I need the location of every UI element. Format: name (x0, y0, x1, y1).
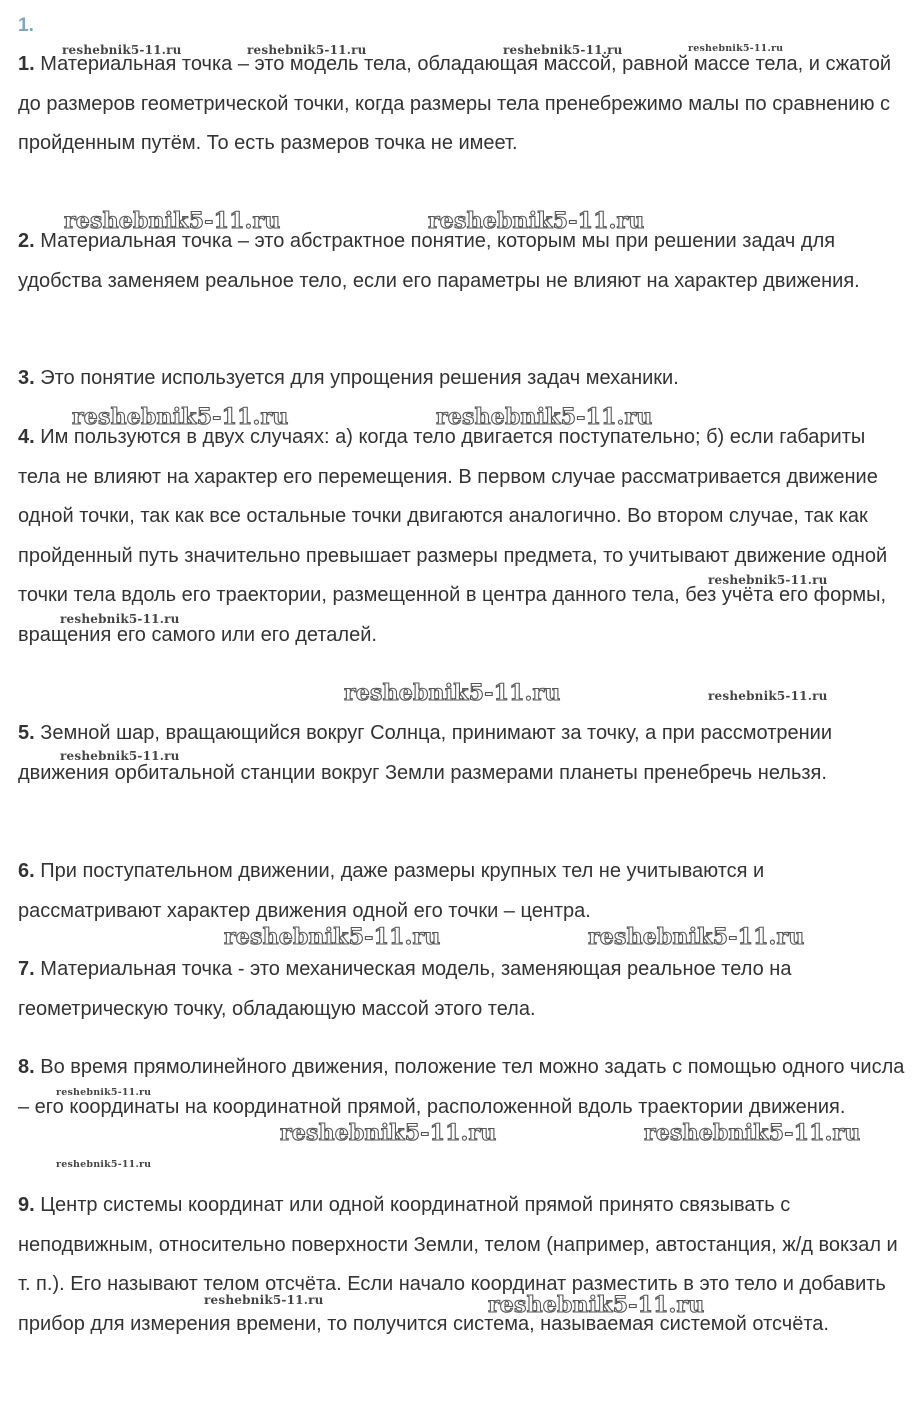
paragraph-9 (18, 1186, 910, 1344)
watermark: reshebnik5-11.ru (72, 404, 289, 430)
paragraph-text: Им пользуются в двух случаях: а) когда тело двигается поступательно; б) если габариты тела не влияют на характер его перемещения. В первом случае рассматривается движение одной точки, так как все остальные точки двигаются аналогично. Во втором случае, так как пройденный путь значительно превышает размеры предмета, то учитывают движение одной точки тела вдоль его траектории, размещенной в центра данного тела, без учёта его формы, вращения его самого или его деталей. (18, 426, 888, 646)
paragraph-text: Материальная точка - это механическая модель, заменяющая реальное тело на геометрическую точку, обладающую массой этого тела. (18, 958, 792, 1020)
watermark: reshebnik5-11.ru (644, 1120, 861, 1146)
watermark: reshebnik5-11.ru (688, 43, 784, 54)
watermark: reshebnik5-11.ru (588, 924, 805, 950)
paragraph-text: Материальная точка – это модель тела, обладающая массой, равной массе тела, и сжатой до размеров геометрической точки, когда размеры тела пренебрежимо малы по сравнению с пройденным путём. То есть размеров точка не имеет. (18, 53, 892, 154)
watermark: reshebnik5-11.ru (224, 924, 441, 950)
paragraph-text: Это понятие используется для упрощения решения задач механики. (34, 367, 679, 389)
paragraph-number: 9. (18, 1194, 35, 1216)
paragraph-text: Земной шар, вращающийся вокруг Солнца, принимают за точку, а при рассмотрении движения орбитальной станции вокруг Земли размерами планеты пренебречь нельзя. (18, 722, 832, 784)
paragraph-number: 5. (18, 722, 35, 744)
watermark: reshebnik5-11.ru (280, 1120, 497, 1146)
watermark: reshebnik5-11.ru (60, 612, 180, 626)
paragraph-number: 2. (18, 230, 35, 252)
paragraph-text: Во время прямолинейного движения, положение тел можно задать с помощью одного числа – его координаты на координатной прямой, расположенной вдоль траектории движения. (18, 1056, 905, 1118)
watermark: reshebnik5-11.ru (488, 1292, 705, 1318)
watermark: reshebnik5-11.ru (247, 43, 367, 57)
paragraph-number: 3. (18, 367, 35, 389)
paragraph-3 (18, 359, 910, 399)
paragraph-6 (18, 852, 910, 931)
watermark: reshebnik5-11.ru (344, 680, 561, 706)
watermark: reshebnik5-11.ru (428, 208, 645, 234)
paragraph-1 (18, 45, 910, 164)
watermark: reshebnik5-11.ru (436, 404, 653, 430)
paragraph-text: Материальная точка – это абстрактное понятие, которым мы при решении задач для удобства заменяем реальное тело, если его параметры не влияют на характер движения. (18, 230, 860, 292)
paragraph-text: Центр системы координат или одной координатной прямой принято связывать с неподвижным, относительно поверхности Земли, телом (например, автостанция, ж/д вокзал и т. п.). Его называют телом отсчёта. Если начало координат разместить в это тело и добавить прибор для измерения времени, то получится система, называемая системой отсчёта. (18, 1194, 898, 1335)
paragraph-number: 4. (18, 426, 35, 448)
watermark: reshebnik5-11.ru (62, 43, 182, 57)
watermark: reshebnik5-11.ru (56, 1087, 152, 1098)
paragraph-8 (18, 1048, 910, 1127)
paragraph-number: 1. (18, 53, 35, 75)
watermark: reshebnik5-11.ru (56, 1159, 152, 1170)
watermark: reshebnik5-11.ru (503, 43, 623, 57)
watermark: reshebnik5-11.ru (708, 573, 828, 587)
watermark: reshebnik5-11.ru (60, 749, 180, 763)
paragraph-number: 6. (18, 860, 35, 882)
watermark: reshebnik5-11.ru (64, 208, 281, 234)
paragraph-number: 7. (18, 958, 35, 980)
paragraph-text: При поступательном движении, даже размеры крупных тел не учитываются и рассматривают характер движения одной его точки – центра. (18, 860, 765, 922)
watermark: reshebnik5-11.ru (204, 1293, 324, 1307)
paragraph-number: 8. (18, 1056, 35, 1078)
section-number: 1. (18, 15, 34, 36)
paragraph-7 (18, 950, 910, 1029)
watermark: reshebnik5-11.ru (708, 689, 828, 703)
